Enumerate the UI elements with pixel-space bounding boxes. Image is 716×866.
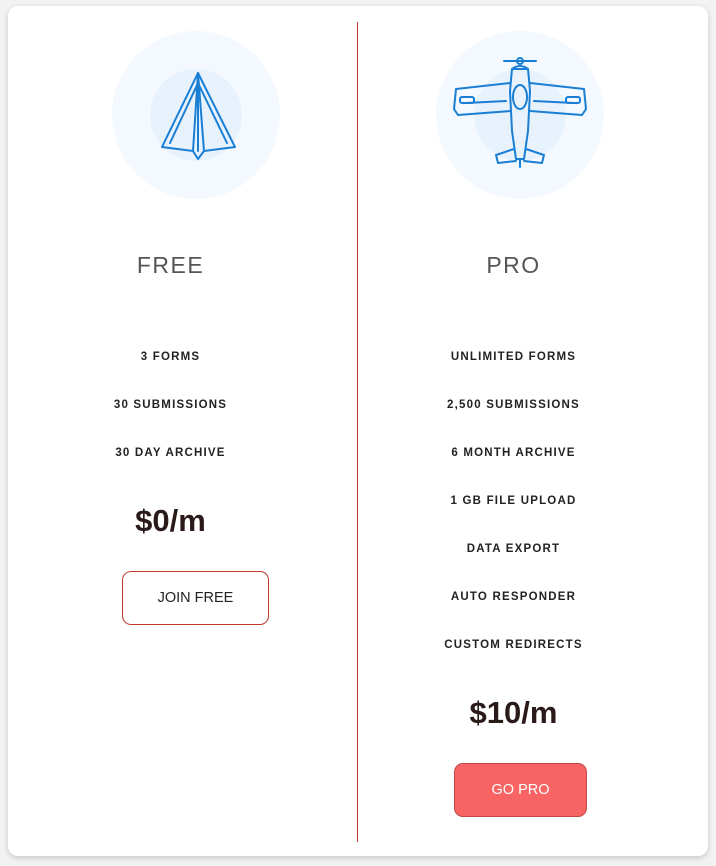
feature-item: CUSTOM REDIRECTS — [444, 639, 583, 651]
feature-list — [339, 347, 688, 683]
plan-name: PRO — [486, 252, 541, 278]
plan-name: FREE — [136, 252, 205, 278]
plan-pro — [358, 6, 707, 856]
feature-item: 6 MONTH ARCHIVE — [451, 447, 576, 459]
feature-item: 1 GB FILE UPLOAD — [450, 495, 577, 507]
paper-plane-icon — [112, 31, 280, 199]
pricing-card — [8, 6, 708, 856]
feature-item: DATA EXPORT — [466, 543, 561, 555]
feature-item: 2,500 SUBMISSIONS — [447, 399, 580, 411]
go-pro-button[interactable]: GO PRO — [454, 763, 587, 817]
feature-item: AUTO RESPONDER — [450, 591, 577, 603]
feature-item: 3 FORMS — [140, 351, 201, 363]
plan-free — [8, 6, 357, 856]
join-free-button[interactable]: JOIN FREE — [122, 571, 269, 625]
plan-price: $10/m — [469, 695, 558, 730]
plan-price: $0/m — [135, 503, 206, 538]
feature-item: 30 SUBMISSIONS — [113, 399, 228, 411]
airplane-icon — [436, 31, 604, 199]
feature-item: UNLIMITED FORMS — [450, 351, 577, 363]
feature-item: 30 DAY ARCHIVE — [115, 447, 226, 459]
feature-list — [8, 347, 345, 491]
